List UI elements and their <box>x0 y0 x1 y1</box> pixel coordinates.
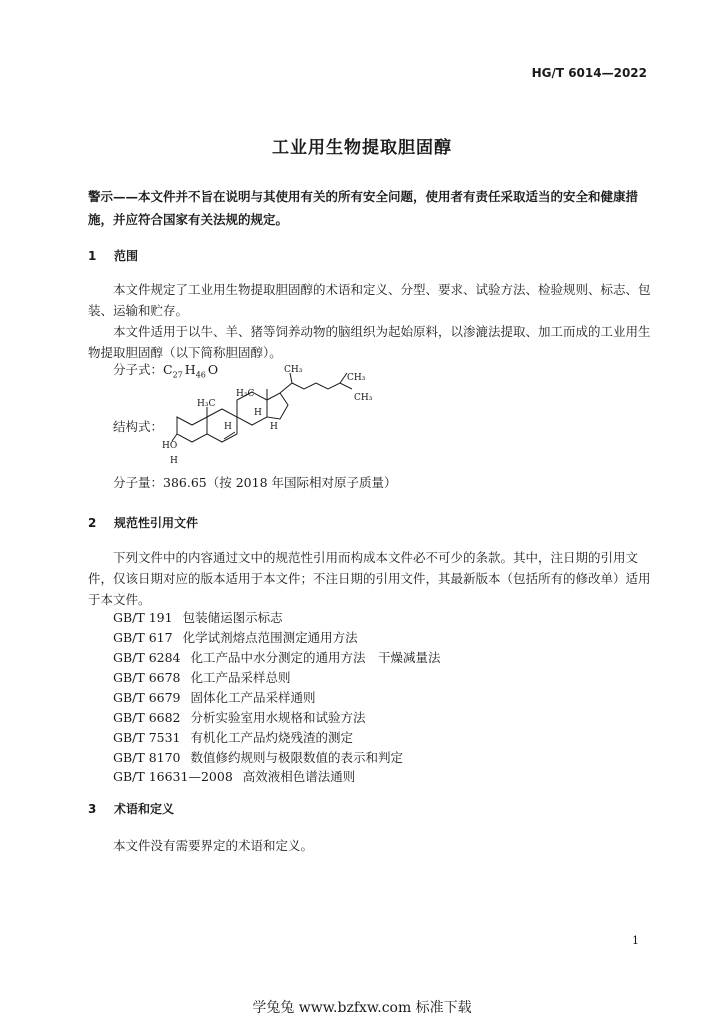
reference-item <box>113 708 366 726</box>
reference-item <box>113 767 355 785</box>
section-number: 1 <box>88 249 97 263</box>
page-number: 1 <box>632 934 639 947</box>
hydroxyl-bond <box>172 434 177 441</box>
methyl-label-left: H₃C <box>197 399 216 409</box>
ring-b <box>207 409 237 442</box>
reference-item <box>113 728 353 746</box>
reference-title: 化工产品中水分测定的通用方法 干燥减量法 <box>190 650 441 665</box>
reference-title: 高效液相色谱法通则 <box>242 769 356 784</box>
paragraph-text: 本文件规定了工业用生物提取胆固醇的术语和定义、分型、要求、试验方法、检验规则、标志、包装、运输和贮存。 <box>88 282 651 318</box>
reference-title: 有机化工产品灼烧残渣的测定 <box>190 730 354 745</box>
document-title: 工业用生物提取胆固醇 <box>272 138 452 158</box>
reference-title: 固体化工产品采样通则 <box>190 690 316 705</box>
reference-title: 化学试剂熔点范围测定通用方法 <box>182 630 358 645</box>
section-number: 2 <box>88 516 97 530</box>
structure-label: 结构式： <box>113 419 164 434</box>
reference-code: GB/T 6678 <box>113 670 181 685</box>
formula-label: 分子式： <box>113 362 164 377</box>
reference-code: GB/T 6682 <box>113 710 181 725</box>
terminal-methyl-label-end: CH₃ <box>354 393 373 403</box>
reference-title: 化工产品采样总则 <box>190 670 291 685</box>
reference-item <box>113 608 283 626</box>
reference-title: 分析实验室用水规格和试验方法 <box>190 710 366 725</box>
side-chain-branch <box>340 373 347 383</box>
site-footer-link[interactable]: 学兔兔 www.bzfxw.com 标准下载 <box>252 1000 472 1016</box>
section-title: 范围 <box>114 249 139 263</box>
hydrogen-label-1: H <box>254 408 262 418</box>
reference-item <box>113 688 316 706</box>
side-chain <box>280 383 352 393</box>
ring-a <box>177 417 207 442</box>
safety-warning <box>88 185 648 231</box>
section-heading-scope <box>88 247 138 264</box>
cholesterol-structure-diagram <box>162 365 382 470</box>
formula-c-sub: 27 <box>172 370 183 380</box>
section-title: 规范性引用文件 <box>114 516 199 530</box>
reference-code: GB/T 191 <box>113 610 173 625</box>
reference-item <box>113 648 441 666</box>
hydrogen-label-bottom: H <box>170 456 178 466</box>
reference-code: GB/T 7531 <box>113 730 181 745</box>
hydroxyl-label: HO <box>162 441 178 451</box>
terms-paragraph <box>88 835 654 856</box>
section-title: 术语和定义 <box>114 802 175 816</box>
reference-title: 包装储运图示标志 <box>182 610 283 625</box>
formula-h: H <box>184 362 196 377</box>
reference-title: 数值修约规则与极限数值的表示和判定 <box>190 750 404 765</box>
formula-o: O <box>207 362 219 377</box>
hydrogen-label-2: H <box>224 422 232 432</box>
reference-code: GB/T 617 <box>113 630 173 645</box>
ring-d <box>267 393 288 419</box>
molecular-mass-line: 分子量：386.65（按 2018 年国际相对原子质量） <box>113 475 397 490</box>
reference-item <box>113 628 358 646</box>
standard-code: HG/T 6014—2022 <box>531 66 647 80</box>
reference-code: GB/T 8170 <box>113 750 181 765</box>
reference-code: GB/T 6284 <box>113 650 181 665</box>
reference-item <box>113 668 291 686</box>
reference-code: GB/T 16631—2008 <box>113 769 233 784</box>
hydrogen-label-3: H <box>270 422 278 432</box>
paragraph-text: 本文件适用于以牛、羊、猪等饲养动物的脑组织为起始原料，以渗漉法提取、加工而成的工业用生物提取胆固醇（以下简称胆固醇）。 <box>88 324 651 360</box>
methyl-label-top: H₃C <box>236 389 255 399</box>
reference-item <box>113 748 403 766</box>
formula-c: C <box>163 362 173 377</box>
references-intro <box>88 547 654 610</box>
side-methyl-label: CH₃ <box>284 365 303 375</box>
formula-h-sub: 46 <box>195 370 206 380</box>
section-heading-terms <box>88 800 174 817</box>
paragraph-text: 下列文件中的内容通过文中的规范性引用而构成本文件必不可少的条款。其中，注日期的引用文件，仅该日期对应的版本适用于本文件；不注日期的引用文件，其最新版本（包括所有的修改单）适用于本文件。 <box>88 550 651 607</box>
section-heading-normative-references <box>88 514 198 531</box>
terminal-methyl-label-top: CH₃ <box>347 373 366 383</box>
reference-code: GB/T 6679 <box>113 690 181 705</box>
scope-paragraph-2 <box>88 321 654 363</box>
section-number: 3 <box>88 802 97 816</box>
scope-paragraph-1 <box>88 279 654 321</box>
paragraph-text: 本文件没有需要界定的术语和定义。 <box>113 838 314 853</box>
warning-text: 警示——本文件并不旨在说明与其使用有关的所有安全问题，使用者有责任采取适当的安全和健康措施，并应符合国家有关法规的规定。 <box>88 189 639 227</box>
